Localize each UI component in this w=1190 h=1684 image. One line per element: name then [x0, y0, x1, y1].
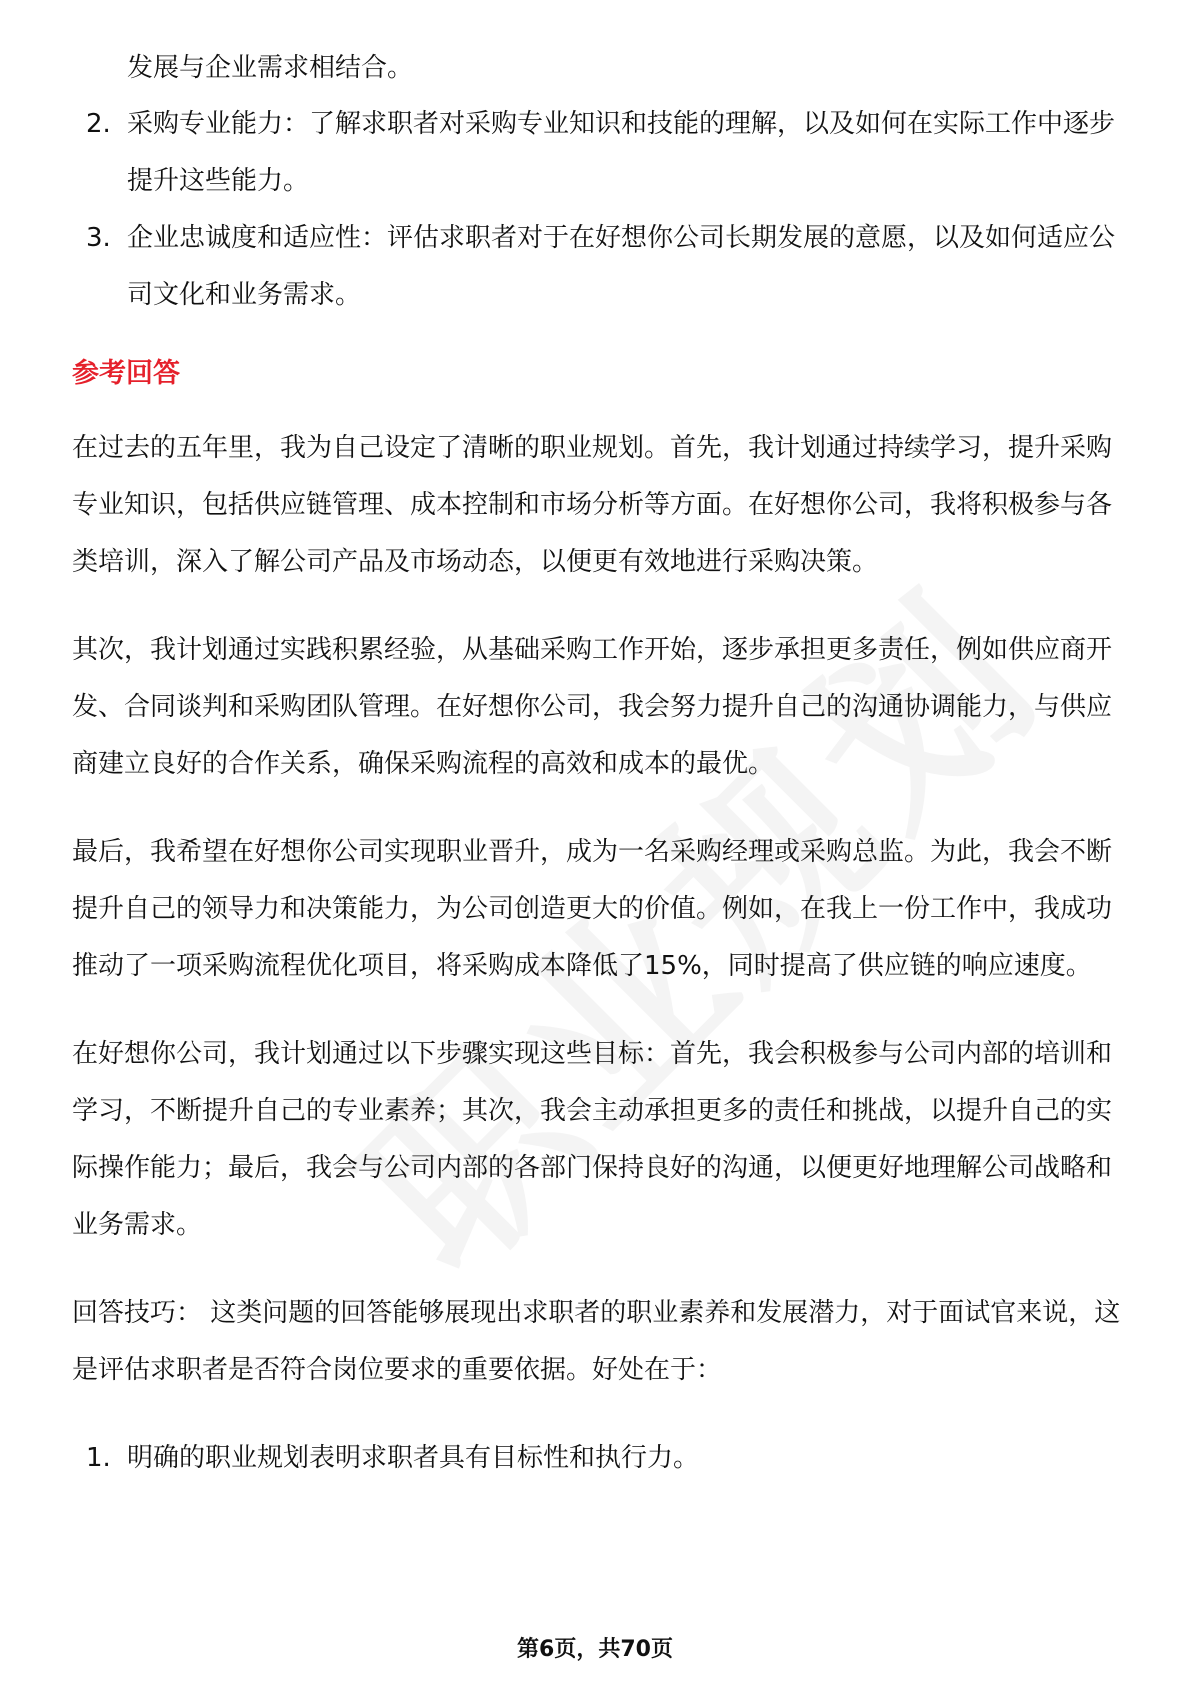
list-item	[72, 1430, 1122, 1487]
paragraph: 在好想你公司，我计划通过以下步骤实现这些目标：首先，我会积极参与公司内部的培训和学习，不断提升自己的专业素养；其次，我会主动承担更多的责任和挑战，以提升自己的实际操作能力；最后，我会与公司内部的各部门保持良好的沟通，以便更好地理解公司战略和业务需求。	[72, 1039, 1113, 1240]
list-item-text: 采购专业能力：了解求职者对采购专业知识和技能的理解，以及如何在实际工作中逐步提升这些能力。	[127, 109, 1116, 196]
numbered-list-top	[72, 96, 1122, 324]
paragraph: 最后，我希望在好想你公司实现职业晋升，成为一名采购经理或采购总监。为此，我会不断提升自己的领导力和决策能力，为公司创造更大的价值。例如，在我上一份工作中，我成功推动了一项采购流程优化项目，将采购成本降低了15%，同时提高了供应链的响应速度。	[72, 837, 1113, 981]
continuation-text: 发展与企业需求相结合。	[127, 53, 414, 83]
paragraph: 回答技巧： 这类问题的回答能够展现出求职者的职业素养和发展潜力，对于面试官来说，这是评估求职者是否符合岗位要求的重要依据。好处在于：	[72, 1298, 1121, 1385]
page-number-footer: 第6页，共70页	[517, 1637, 673, 1662]
page-content	[72, 40, 1122, 1487]
paragraph: 其次，我计划通过实践积累经验，从基础采购工作开始，逐步承担更多责任，例如供应商开发、合同谈判和采购团队管理。在好想你公司，我会努力提升自己的沟通协调能力，与供应商建立良好的合作关系，确保采购流程的高效和成本的最优。	[72, 635, 1113, 779]
list-item	[72, 210, 1122, 324]
list-item-number: 2.	[86, 109, 111, 139]
section-heading: 参考回答	[72, 358, 180, 389]
list-item-number: 3.	[86, 223, 111, 253]
list-item-number: 1.	[86, 1443, 111, 1473]
list-item-text: 明确的职业规划表明求职者具有目标性和执行力。	[127, 1443, 700, 1473]
list-item	[72, 96, 1122, 210]
list-item-text: 企业忠诚度和适应性：评估求职者对于在好想你公司长期发展的意愿，以及如何适应公司文化和业务需求。	[127, 223, 1116, 310]
numbered-list-bottom	[72, 1430, 1122, 1487]
paragraph: 在过去的五年里，我为自己设定了清晰的职业规划。首先，我计划通过持续学习，提升采购专业知识，包括供应链管理、成本控制和市场分析等方面。在好想你公司，我将积极参与各类培训，深入了解公司产品及市场动态，以便更有效地进行采购决策。	[72, 433, 1113, 577]
